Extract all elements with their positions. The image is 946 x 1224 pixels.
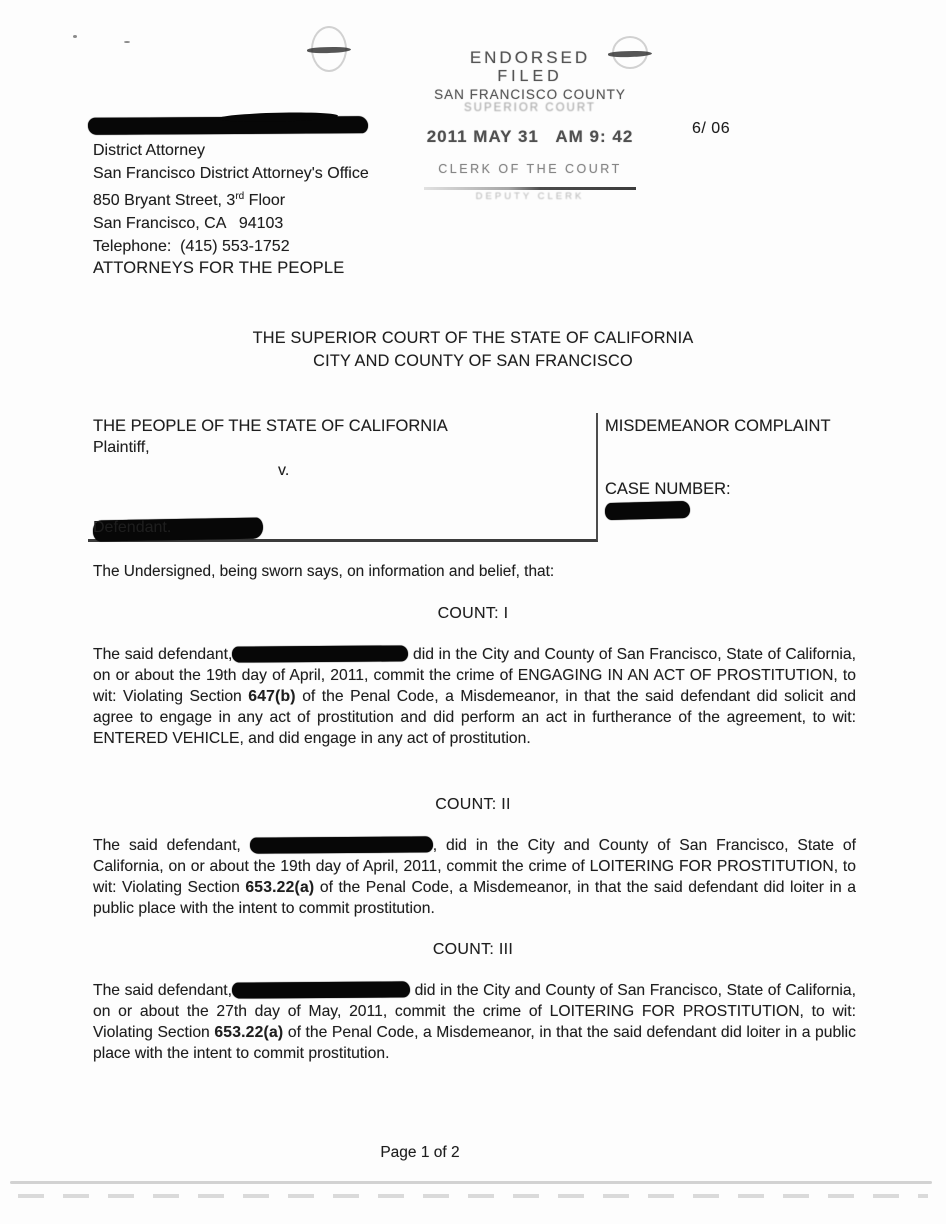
page-corner-number: 6/ 06 — [692, 120, 731, 137]
attorney-phone: Telephone: (415) 553-1752 — [93, 238, 290, 255]
court-title — [0, 327, 946, 372]
attorneys-for-the-people: ATTORNEYS FOR THE PEOPLE — [93, 259, 345, 277]
court-title-line1: THE SUPERIOR COURT OF THE STATE OF CALIFORNIA — [252, 329, 694, 347]
count-2-text-pre: The said defendant, — [93, 837, 250, 854]
stamp-superior-court: SUPERIOR COURT — [464, 102, 596, 114]
redaction-bar-defendant-name — [232, 981, 410, 998]
court-title-line2: CITY AND COUNTY OF SAN FRANCISCO — [313, 351, 633, 370]
attorney-address-block — [93, 139, 369, 258]
redaction-bar-defendant-name — [232, 645, 408, 662]
stamp-signature-line — [424, 187, 636, 190]
scanner-edge-dashes — [18, 1194, 928, 1198]
attorney-city-zip: San Francisco, CA 94103 — [93, 215, 284, 232]
stamp-filing-date: 2011 MAY 31 AM 9: 42 — [426, 127, 634, 146]
count-1-text-mid: did in the City and County of San Francisco, State of California, on or about the 19th day of April, 2011, commit the crime of ENGAGING IN AN ACT OF PROSTITUTION, to wit: Violating Section — [93, 646, 856, 705]
document-type: MISDEMEANOR COMPLAINT — [605, 417, 831, 435]
redaction-bar-case-number — [605, 501, 690, 520]
caption-box-case-info — [605, 414, 867, 542]
embossed-seal-mark — [311, 26, 347, 72]
redaction-bar-defendant-name — [250, 836, 433, 853]
count-2-text-mid: , did in the City and County of San Francisco, State of California, on or about the 19th day of April, 2011, commit the crime of LOITERING FOR PROSTITUTION, to wit: Violating Section — [93, 837, 856, 896]
scan-speck — [124, 41, 130, 43]
attorney-office: San Francisco District Attorney's Office — [93, 165, 369, 182]
scanner-edge-line — [10, 1181, 932, 1184]
seal-smudge — [307, 46, 351, 54]
count-1-text-pre: The said defendant, — [93, 646, 233, 663]
plaintiff-label: Plaintiff, — [93, 439, 150, 456]
versus-label: v. — [278, 462, 290, 479]
stamp-clerk-of-court: CLERK OF THE COURT — [438, 162, 622, 176]
attorney-street — [93, 185, 369, 212]
count-3-heading: COUNT: III — [432, 941, 514, 958]
stamp-endorsed: ENDORSED — [469, 48, 591, 67]
street-text: 850 Bryant Street, 3 — [93, 192, 236, 209]
page-number-footer: Page 1 of 2 — [380, 1144, 460, 1161]
count-3-paragraph — [93, 980, 856, 1064]
penal-code-section: 653.22(a) — [214, 1024, 284, 1041]
scan-speck — [73, 35, 77, 38]
oath-statement: The Undersigned, being sworn says, on information and belief, that: — [93, 563, 555, 580]
filed-endorsed-stamp — [398, 48, 662, 202]
count-2-heading: COUNT: II — [435, 796, 511, 813]
count-1-section — [0, 605, 946, 749]
count-1-heading: COUNT: I — [437, 605, 509, 622]
count-3-section — [0, 941, 946, 1064]
stamp-deputy-clerk: DEPUTY CLERK — [475, 191, 585, 202]
case-number-label: CASE NUMBER: — [605, 480, 731, 498]
count-2-paragraph — [93, 835, 856, 919]
count-2-section — [0, 796, 946, 919]
count-1-paragraph — [93, 644, 856, 749]
stamp-filed: FILED — [497, 68, 563, 85]
defendant-label: Defendant. — [93, 519, 172, 536]
count-3-text-pre: The said defendant, — [93, 982, 233, 999]
count-1-text-post: of the Penal Code, a Misdemeanor, in that the said defendant did solicit and agree to engage in any act of prostitution and did perform an act in furtherance of the agreement, to wit: ENTERED VEHICLE, and did engage in any act of prostitution. — [93, 688, 857, 747]
plaintiff-name: THE PEOPLE OF THE STATE OF CALIFORNIA — [93, 417, 448, 435]
stamp-county: SAN FRANCISCO COUNTY — [434, 87, 626, 102]
caption-box-parties — [88, 413, 598, 542]
penal-code-section: 647(b) — [248, 688, 296, 705]
street-floor: Floor — [244, 192, 286, 209]
redaction-bar-attorney-name — [88, 116, 368, 135]
count-3-text-post: of the Penal Code, a Misdemeanor, in that the said defendant did loiter in a public place with the intent to commit prostitution. — [93, 1024, 856, 1062]
count-2-text-post: of the Penal Code, a Misdemeanor, in that the said defendant did loiter in a public place with the intent to commit prostitution. — [93, 879, 856, 917]
penal-code-section: 653.22(a) — [245, 879, 315, 896]
street-ordinal-suffix: rd — [235, 191, 245, 202]
attorney-title: District Attorney — [93, 142, 206, 159]
count-3-text-mid: did in the City and County of San Francisco, State of California, on or about the 27th day of May, 2011, commit the crime of LOITERING FOR PROSTITUTION, to wit: Violating Section — [93, 982, 856, 1041]
